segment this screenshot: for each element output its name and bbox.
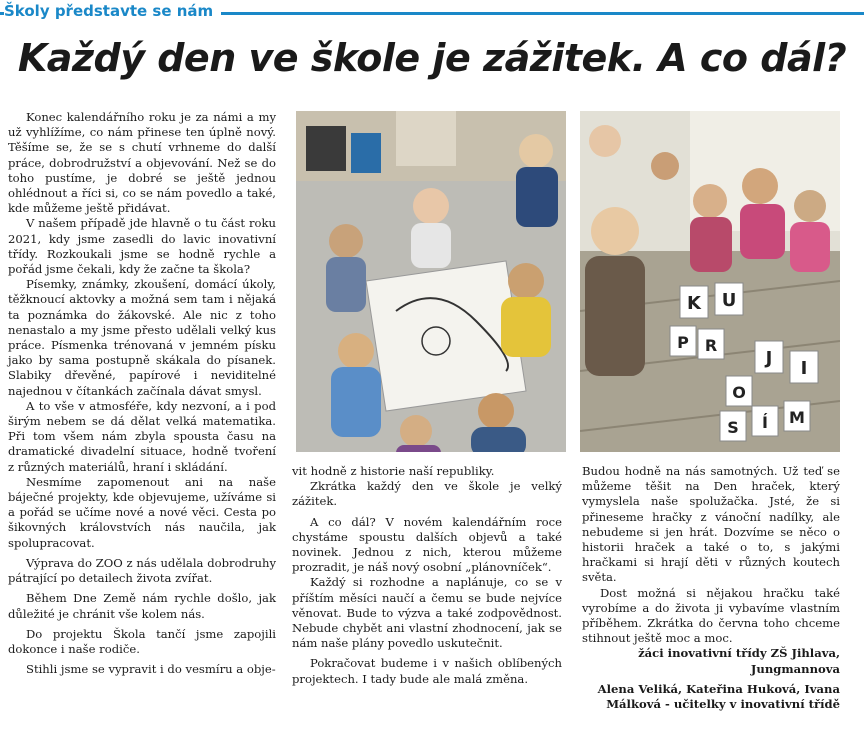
paragraph: Písemky, známky, zkoušení, domácí úkoly, těžknoucí aktovky a možná sem tam i nějaká ta poznámka do žákovské. Ale nic z toho nenastalo a my jsme přesto udělali velký kus práce. Písmenka trénovaná v jemném písku jako by sama postupně skákala do písanek. Slabiky dřevěné, papírové i neviditelné najednou v čítankách začínala dávat smysl. (8, 277, 276, 398)
paragraph: Dost možná si nějakou hračku také vyrobíme a do života ji vybavíme vlastním příběhem. Zkrátka do června toho chceme stihnout ještě moc a moc. (582, 585, 840, 646)
article-column-2 (292, 464, 562, 687)
paragraph: Každý si rozhodne a naplánuje, co se v příštím měsíci naučí a čemu se bude nejvíce věnovat. Bude to výzva a také zodpovědnost. Nebude chybět ani vlastní zhodnocení, jak se nám naše plány povedlo uskutečnit. (292, 575, 562, 651)
letter-card-text: J (765, 348, 773, 369)
signature-teachers: Alena Veliká, Kateřina Huková, Ivana Málková - učitelky v inovativní třídě (597, 681, 840, 712)
signature-students: žáci inovativní třídy ZŠ Jihlava, Jungmannova (638, 646, 840, 676)
article-column-1 (8, 110, 276, 677)
letter-card-text: Í (762, 413, 768, 432)
paragraph: Pokračovat budeme i v našich oblíbených projektech. I tady bude ale malá změna. (292, 656, 562, 686)
paragraph: Zkrátka každý den ve škole je velký zážitek. (292, 479, 562, 509)
letter-card-text: O (732, 383, 746, 402)
letter-card-text: I (800, 358, 808, 379)
paragraph: A co dál? V novém kalendářním roce chystáme spoustu dalších objevů a také novinek. Jednou z nich, kterou můžeme prozradit, je náš nový osobní „plánovníček“. (292, 514, 562, 575)
letter-card-text: R (704, 336, 718, 355)
paragraph: Výprava do ZOO z nás udělala dobrodruhy pátrající po detailech života zvířat. (8, 555, 276, 586)
article-column-3 (582, 464, 840, 712)
paragraph: Během Dne Země nám rychle došlo, jak důležité je chránit vše kolem nás. (8, 591, 276, 621)
letter-card-text: U (721, 290, 737, 311)
rubric-bar (0, 0, 864, 22)
headline: Každý den ve škole je zážitek. A co dál? (17, 36, 847, 80)
paragraph: Stihli jsme se vypravit i do vesmíru a obje- (26, 662, 276, 677)
paragraph: Konec kalendářního roku je za námi a my už vyhlížíme, co nám přinese ten úplně nový. Těšíme se, že se s chutí vrhneme do další práce, dobrodružství a objevování. Než se do toho pustíme, je dobré se ještě jednou ohlédnout a říci si, co se nám povedlo a také, kde můžeme ještě přidávat. (8, 110, 276, 216)
paragraph: Nesmíme zapomenout ani na naše báječné projekty, kde objevujeme, užíváme si a pořád se učíme nové a nové věci. Cesta po šikovných královstvích nás naučila, jak spolupracovat. (8, 474, 276, 550)
letter-card-text: K (687, 293, 701, 314)
photo-children-drawing-illustration (296, 111, 566, 452)
paragraph: Do projektu Škola tančí jsme zapojili dokonce i naše rodiče. (8, 626, 276, 656)
rubric-label: Školy představte se nám (4, 2, 221, 20)
paragraph: Budou hodně na nás samotných. Už teď se můžeme těšit na Den hraček, který vymyslela naše spolužačka. Jsté, že si přineseme hračky z vánoční nadílky, ale nebudeme si jen hrát. Dozvíme se něco o historii hraček a také o to, s jakými hračkami si hrají děti v různých koutech světa. (582, 464, 840, 585)
photo-children-letter-cards (580, 111, 840, 452)
paragraph: V našem případě jde hlavně o tu část roku 2021, kdy jsme zasedli do lavic inovativní třídy. Rozkoukali jsme se hodně rychle a pořád jsme čekali, kdy že začne ta škola? (8, 216, 276, 277)
letter-card-text: P (677, 333, 689, 352)
paragraph: A to vše v atmosféře, kdy nezvoní, a i pod širým nebem se dá dělat velká matematika. Při tom všem nám zbyla spousta času na dramatické divadelní situace, hodně tvoření z různých materiálů, hraní i skládání. (8, 398, 276, 474)
photo-children-letter-cards-illustration (580, 111, 840, 452)
letter-card-text: M (789, 408, 805, 427)
paragraph: vit hodně z historie naší republiky. (292, 464, 495, 478)
letter-card-text: S (727, 418, 739, 437)
photo-children-drawing (296, 111, 566, 452)
